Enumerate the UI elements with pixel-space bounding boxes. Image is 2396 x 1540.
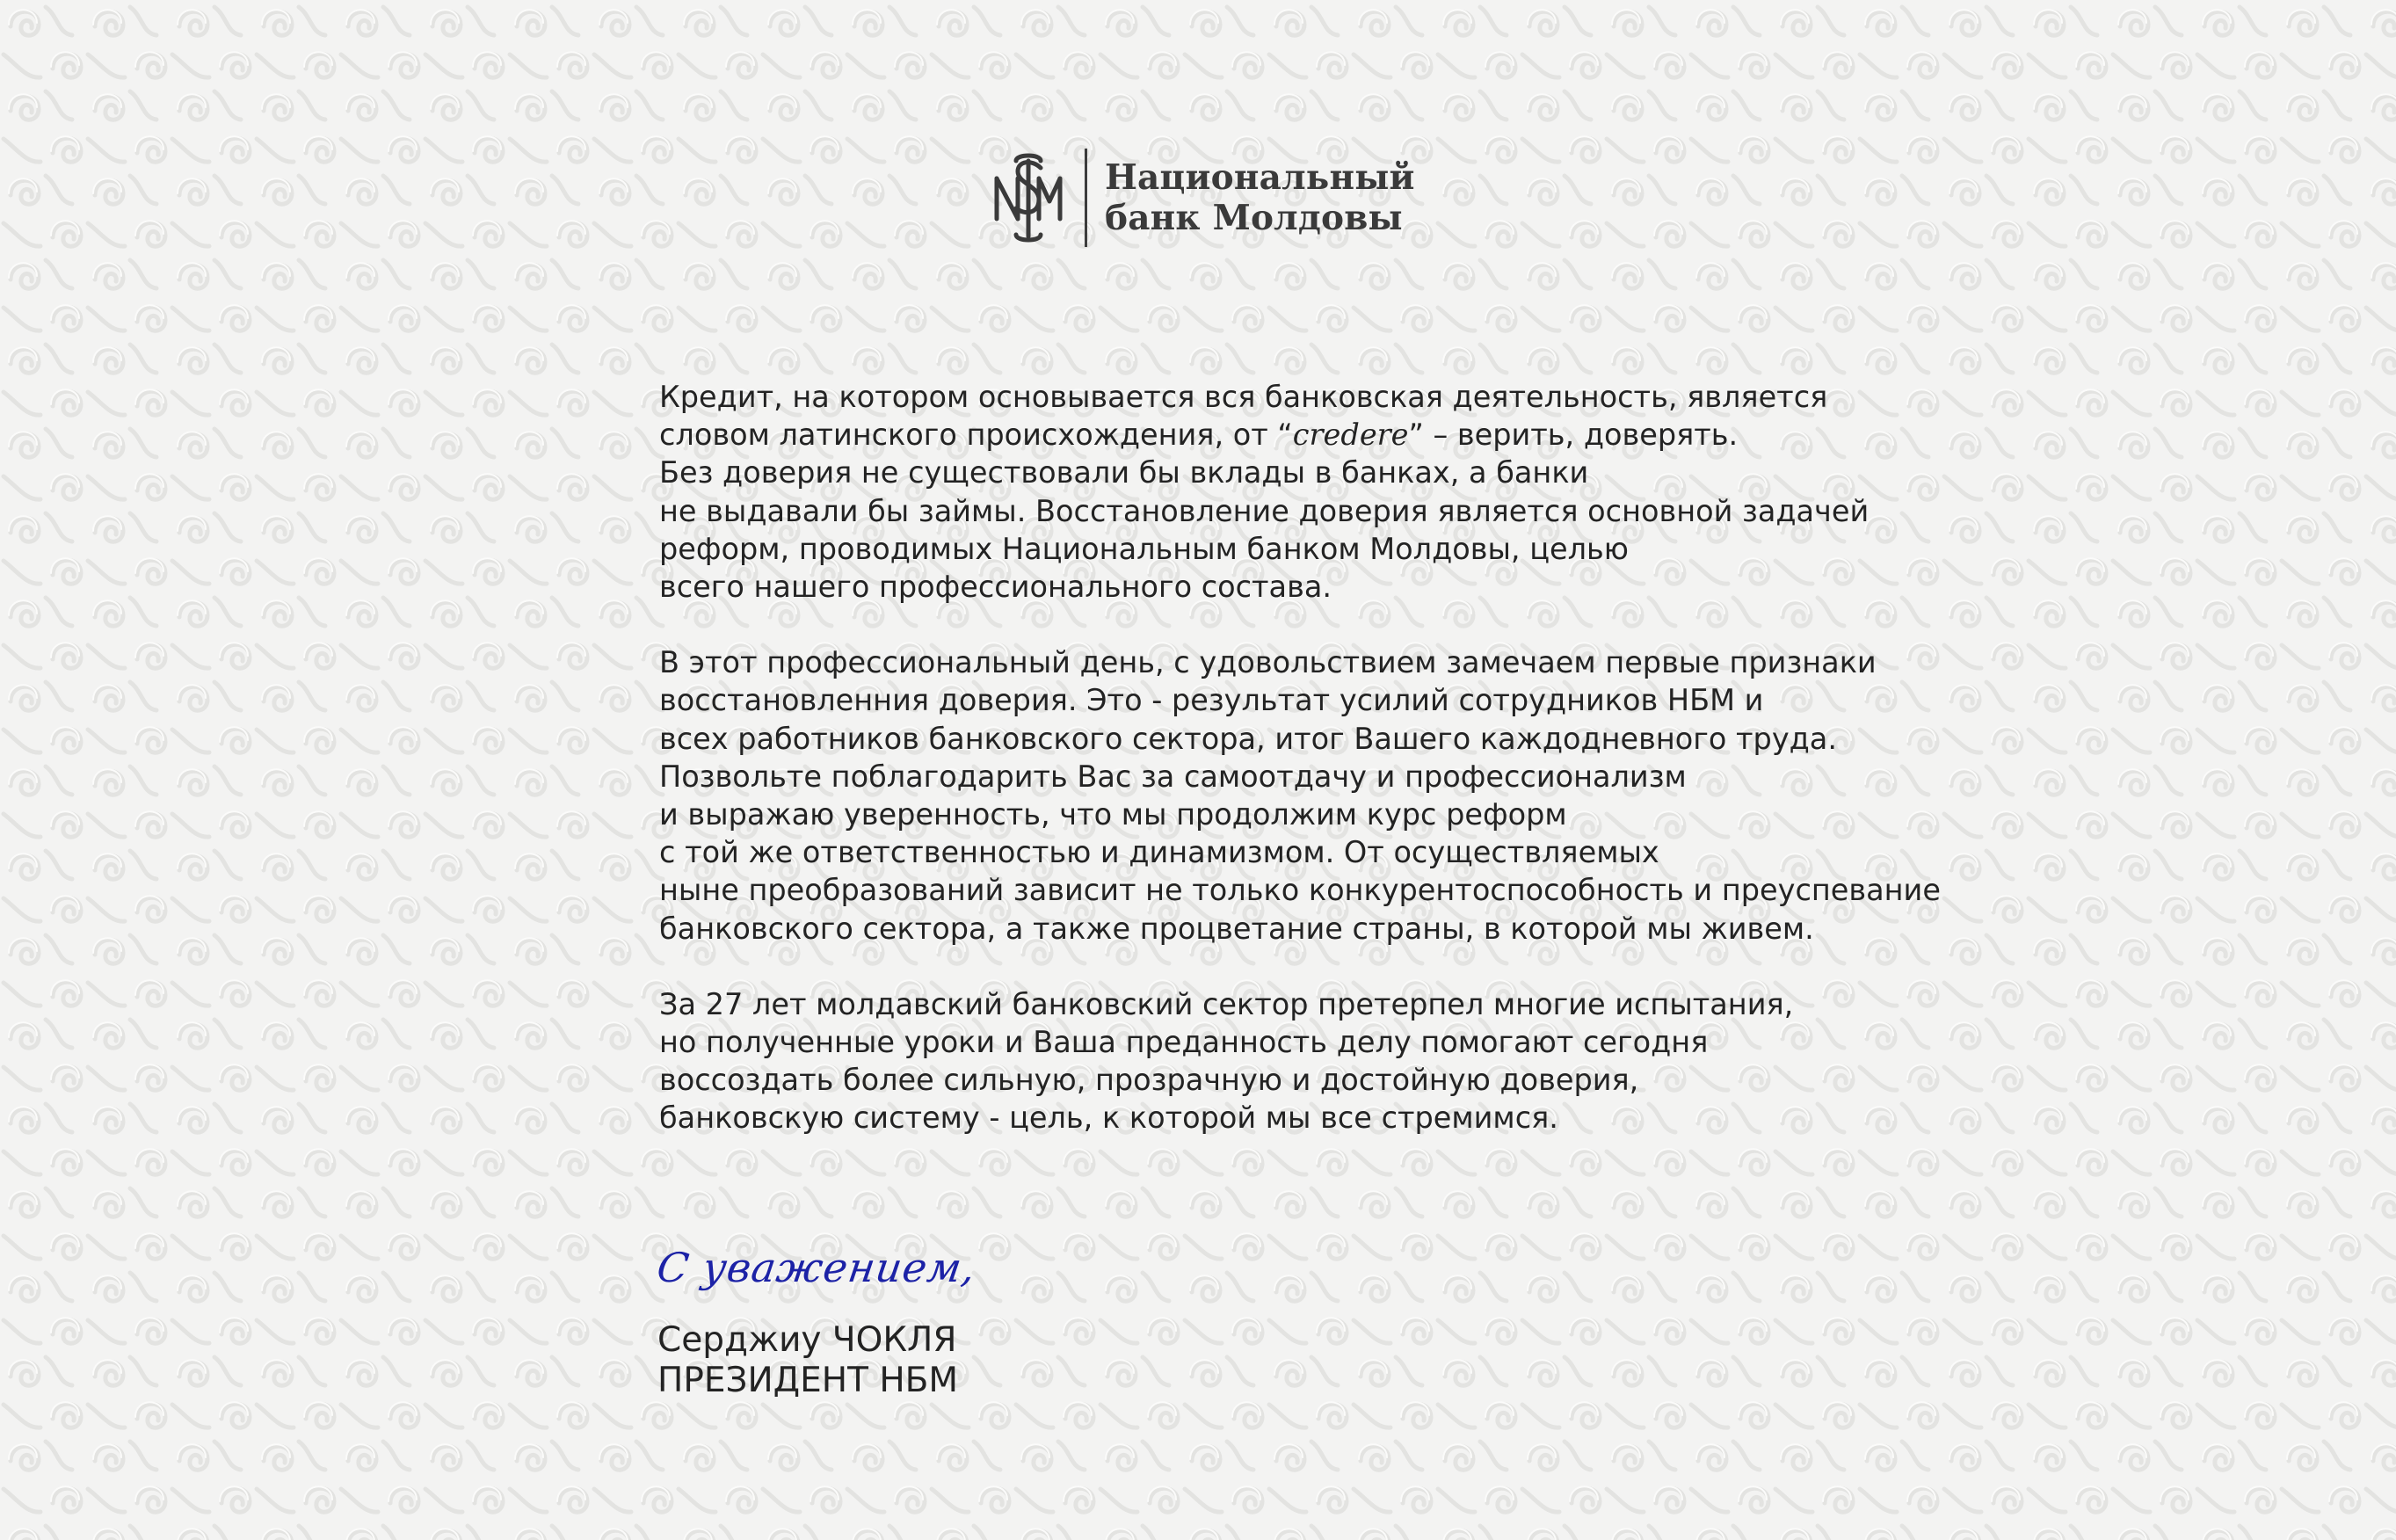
closing-salutation: С уважением, (654, 1244, 979, 1291)
text-line: воссоздать более сильную, прозрачную и достойную доверия, (659, 1063, 1639, 1098)
paragraph-1 (659, 378, 1960, 606)
bank-name-line2: банк Молдовы (1105, 197, 1403, 238)
letterhead (991, 148, 1415, 247)
text-line: не выдавали бы займы. Восстановление доверия является основной задачей (659, 493, 1870, 528)
text-line: Кредит, на котором основывается вся банковская деятельность, является (659, 380, 1828, 414)
text-line: банковскую систему - цель, к которой мы все стремимся. (659, 1101, 1558, 1136)
text-line: За 27 лет молдавский банковский сектор претерпел многие испытания, (659, 986, 1794, 1021)
text-line: но полученные уроки и Ваша преданность делу помогают сегодня (659, 1025, 1709, 1060)
text-line: восстановленния доверия. Это - результат усилий сотрудников НБМ и (659, 683, 1764, 718)
text-segment: словом латинского происхождения, от “ (659, 418, 1293, 453)
paragraph-2 (659, 643, 1960, 948)
nbm-monogram-logo (991, 152, 1065, 243)
text-line (659, 416, 1960, 454)
paragraph-3 (659, 985, 1960, 1137)
letter-body (659, 378, 1960, 1175)
text-line: ныне преобразований зависит не только конкурентоспособность и преуспевание (659, 873, 1941, 908)
signature-block (657, 1320, 958, 1401)
text-line: с той же ответственностью и динамизмом. От осуществляемых (659, 835, 1659, 870)
text-line: и выражаю уверенность, что мы продолжим курс реформ (659, 797, 1567, 832)
text-line: всего нашего профессионального состава. (659, 570, 1332, 605)
text-line: всех работников банковского сектора, итог Вашего каждодневного труда. (659, 721, 1837, 756)
signer-title: ПРЕЗИДЕНТ НБМ (657, 1361, 959, 1400)
text-line: банковского сектора, а также процветание страны, в которой мы живем. (659, 911, 1814, 946)
bank-name (1105, 157, 1415, 238)
text-line: Без доверия не существовали бы вклады в банках, а банки (659, 455, 1589, 490)
text-line: реформ, проводимых Национальным банком Молдовы, целью (659, 531, 1629, 566)
text-segment: ” – верить, доверять. (1408, 418, 1739, 453)
bank-name-line1: Национальный (1105, 156, 1415, 198)
latin-word: credere (1292, 418, 1409, 453)
signer-name: Серджиу ЧОКЛЯ (657, 1320, 957, 1360)
text-line: В этот профессиональный день, с удовольствием замечаем первые признаки (659, 645, 1877, 680)
text-line: Позвольте поблагодарить Вас за самоотдачу и профессионализм (659, 759, 1687, 794)
letterhead-divider (1085, 149, 1087, 247)
